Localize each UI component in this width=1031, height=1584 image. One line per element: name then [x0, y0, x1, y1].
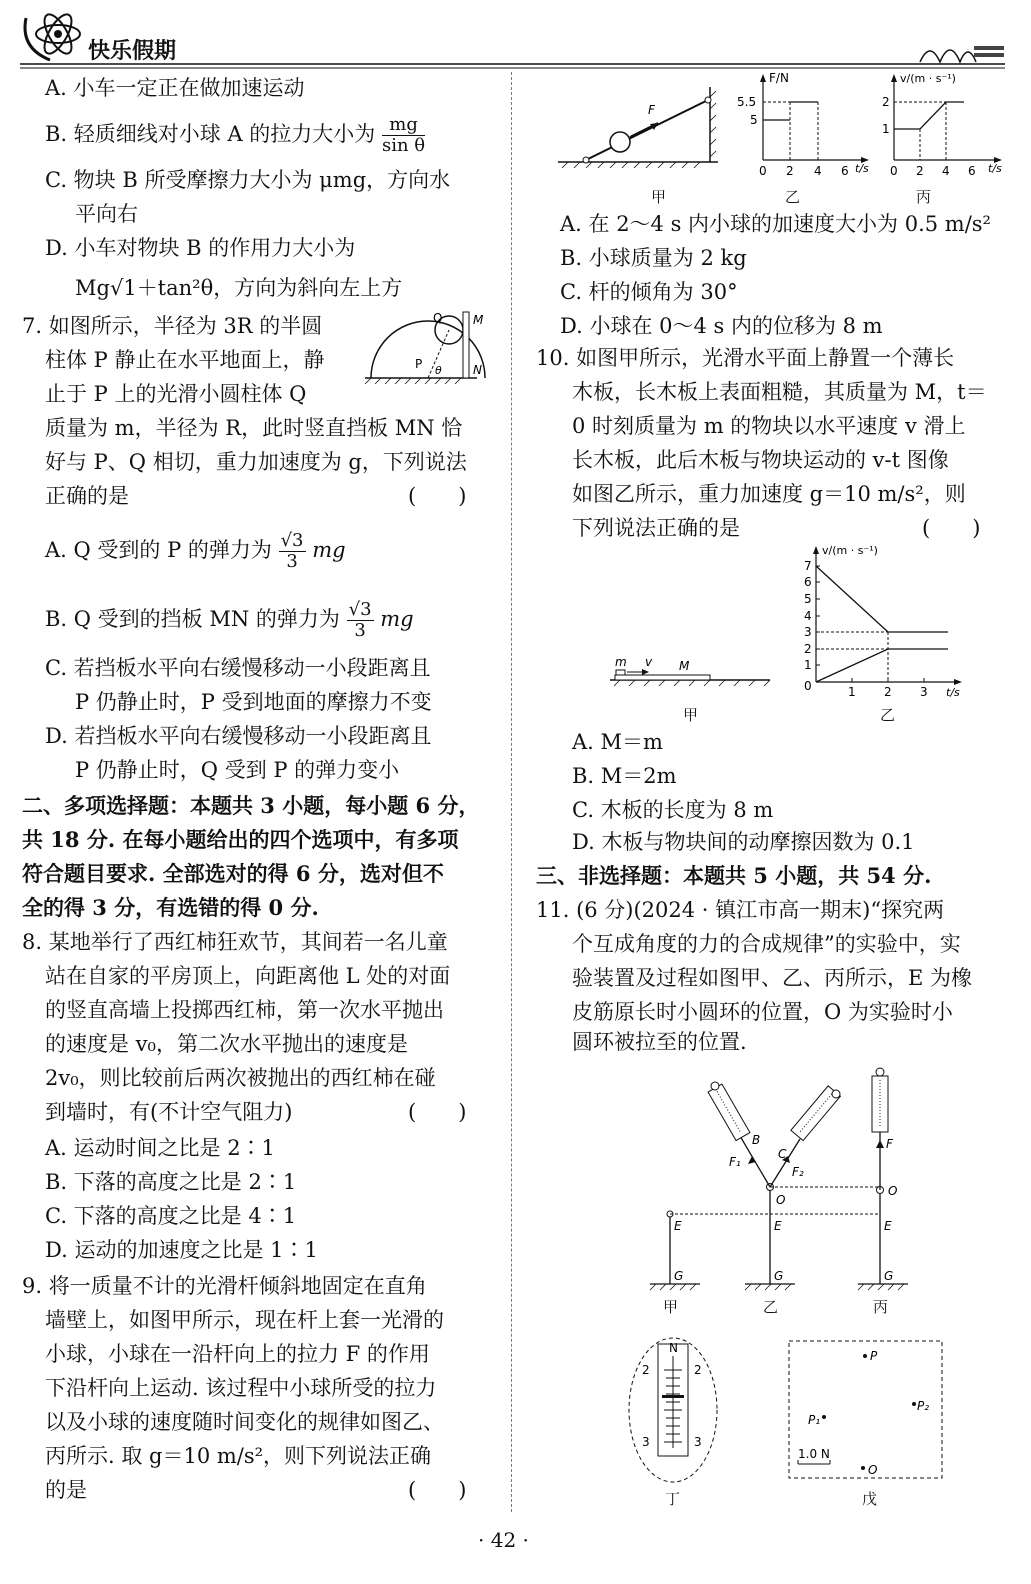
- q7-option-a-unit: mg: [312, 538, 346, 562]
- q6-option-c-line2: 平向右: [75, 202, 138, 226]
- q9-chart-force: [735, 72, 875, 177]
- ytick-label: 4: [804, 609, 812, 623]
- q10-option-d: D. 木板与物块间的动摩擦因数为 0.1: [572, 830, 915, 854]
- q9-answer-paren: ( ): [408, 1478, 467, 1502]
- q9-option-d: D. 小球在 0～4 s 内的位移为 8 m: [560, 314, 883, 338]
- q11-label-g: G: [774, 1269, 784, 1283]
- q7-option-c-line2: P 仍静止时，P 受到地面的摩擦力不变: [75, 690, 432, 714]
- q9-chart-velocity-xlabel: t/s: [988, 162, 1002, 175]
- q7-stem-line2: 柱体 P 静止在水平地面上，静: [45, 348, 325, 372]
- q8-stem-line2: 站在自家的平房顶上，向距离他 L 处的对面: [45, 964, 451, 988]
- ytick-label: 3: [804, 625, 812, 639]
- q9-chart-velocity-ylabel: v/(m · s⁻¹): [900, 72, 956, 85]
- q11-stem-line5: 圆环被拉至的位置.: [572, 1030, 747, 1054]
- q10-answer-paren: ( ): [922, 516, 981, 540]
- section3-heading: 三、非选择题：本题共 5 小题，共 54 分.: [536, 863, 932, 888]
- atom-logo-icon: [20, 8, 90, 64]
- q11-scale-tick: 3: [642, 1435, 650, 1449]
- ytick-label: 6: [804, 575, 812, 589]
- q8-stem-line1: 8. 某地举行了西红柿狂欢节，其间若一名儿童: [22, 930, 448, 954]
- ytick-label: 5: [750, 113, 758, 127]
- q11-scale-label: 1.0 N: [798, 1447, 830, 1461]
- q10-stem-line6: 下列说法正确的是: [572, 516, 740, 540]
- q7-option-d-line1: D. 若挡板水平向右缓慢移动一小段距离且: [45, 724, 432, 748]
- q11-scale-tick: 3: [694, 1435, 702, 1449]
- q6-option-b: [45, 110, 425, 158]
- xtick-label: 6: [968, 164, 976, 178]
- xtick-label: 6: [841, 164, 849, 178]
- q7-option-b: [45, 595, 414, 643]
- q7-option-a: [45, 526, 346, 574]
- ytick-label: 0: [804, 679, 812, 693]
- q11-label-g: G: [674, 1269, 684, 1283]
- ytick-label: 2: [804, 642, 812, 656]
- q9-stem-line6: 丙所示. 取 g＝10 m/s²，则下列说法正确: [45, 1444, 432, 1468]
- q6-option-d-line2: Mg√1＋tan²θ，方向为斜向左上方: [75, 276, 403, 300]
- numerator: √3: [280, 530, 304, 551]
- q8-option-b: B. 下落的高度之比是 2∶1: [45, 1170, 297, 1194]
- q9-option-c: C. 杆的倾角为 30°: [560, 280, 738, 304]
- q9-caption-jia: 甲: [651, 188, 667, 206]
- q6-option-b-text: B. 轻质细线对小球 A 的拉力大小为: [45, 122, 376, 146]
- q11-label-e: E: [674, 1219, 682, 1233]
- q8-stem-line4: 的速度是 v₀，第二次水平抛出的速度是: [45, 1032, 408, 1056]
- q10-option-a: A. M＝m: [572, 730, 663, 754]
- q10-stem-line5: 如图乙所示，重力加速度 g＝10 m/s²，则: [572, 482, 966, 506]
- q8-stem-line6: 到墙时，有(不计空气阻力): [45, 1100, 293, 1124]
- q10-label-m: m: [615, 655, 627, 669]
- ytick-label: 2: [882, 95, 890, 109]
- q11-caption-bing: 丙: [873, 1298, 889, 1316]
- q11-label-g: G: [884, 1269, 894, 1283]
- q6-option-a: A. 小车一定正在做加速运动: [45, 76, 305, 100]
- q10-caption-jia: 甲: [683, 706, 699, 724]
- fraction: [382, 115, 425, 156]
- q10-chart-xlabel: t/s: [946, 686, 960, 699]
- q11-caption-yi: 乙: [763, 1298, 779, 1316]
- q10-stem-line4: 长木板，此后木板与物块运动的 v-t 图像: [572, 448, 949, 472]
- xtick-label: 2: [786, 164, 794, 178]
- q7-label-q: Q: [433, 311, 443, 325]
- q11-label-e: E: [884, 1219, 892, 1233]
- fraction: [279, 531, 306, 572]
- q6-option-c-line1: C. 物块 B 所受摩擦力大小为 μmg，方向水: [45, 168, 451, 192]
- q9-stem-line3: 小球，小球在一沿杆向上的拉力 F 的作用: [45, 1342, 430, 1366]
- q10-stem-line2: 木板，长木板上表面粗糙，其质量为 M，t＝: [572, 380, 987, 404]
- q11-experiment-figure: [640, 1064, 920, 1324]
- q9-stem-line5: 以及小球的速度随时间变化的规律如图乙、: [45, 1410, 444, 1434]
- q7-label-theta: θ: [435, 364, 442, 377]
- q11-label-b: B: [752, 1133, 761, 1147]
- q11-caption-ding: 丁: [665, 1490, 681, 1508]
- q11-caption-wu: 戊: [862, 1490, 878, 1508]
- q11-label-f: F: [886, 1137, 893, 1151]
- q9-stem-line7: 的是: [45, 1478, 87, 1502]
- q9-chart-force-ylabel: F/N: [769, 71, 789, 85]
- q9-figure-jia: [558, 82, 728, 172]
- q10-stem-line3: 0 时刻质量为 m 的物块以水平速度 v 滑上: [572, 414, 966, 438]
- q11-caption-jia: 甲: [663, 1298, 679, 1316]
- q10-vt-chart: [798, 542, 973, 702]
- q9-stem-line2: 墙壁上，如图甲所示，现在杆上套一光滑的: [45, 1308, 444, 1332]
- xtick-label: 0: [890, 164, 898, 178]
- ytick-label: 1: [882, 122, 890, 136]
- ytick-label: 1: [804, 658, 812, 672]
- xtick-label: 3: [920, 685, 928, 699]
- q7-option-a-text: A. Q 受到的 P 的弹力为: [45, 538, 272, 562]
- q9-caption-bing: 丙: [916, 188, 932, 206]
- fraction: [347, 600, 374, 641]
- flower-decoration-icon: [910, 36, 1005, 64]
- numerator: mg: [382, 115, 425, 136]
- xtick-label: 4: [942, 164, 950, 178]
- section2-line3: 符合题目要求. 全部选对的得 6 分，选对但不: [22, 861, 444, 886]
- q7-stem-line1: 7. 如图所示，半径为 3R 的半圆: [22, 314, 323, 338]
- ytick-label: 7: [804, 559, 812, 573]
- denominator: 3: [286, 551, 298, 572]
- q11-label-p: P: [870, 1349, 878, 1363]
- xtick-label: 1: [848, 685, 856, 699]
- q7-stem-line4: 质量为 m，半径为 R，此时竖直挡板 MN 恰: [45, 416, 463, 440]
- q10-caption-yi: 乙: [880, 706, 896, 724]
- section2-line4: 全的得 3 分，有选错的得 0 分.: [22, 895, 319, 920]
- q9-chart-velocity: [870, 72, 1010, 177]
- xtick-label: 0: [759, 164, 767, 178]
- q11-force-diagram: [788, 1340, 944, 1480]
- q9-label-f: F: [648, 103, 655, 117]
- section2-line2: 共 18 分. 在每小题给出的四个选项中，有多项: [22, 827, 459, 852]
- q7-answer-paren: ( ): [408, 484, 467, 508]
- q11-label-f1: F₁: [729, 1155, 741, 1169]
- xtick-label: 2: [884, 685, 892, 699]
- q11-spring-scale-reading: [626, 1336, 722, 1484]
- q11-label-o: O: [888, 1184, 898, 1198]
- column-divider: [511, 72, 512, 1512]
- q10-option-c: C. 木板的长度为 8 m: [572, 798, 774, 822]
- q11-stem-line1: 11. (6 分)(2024 · 镇江市高一期末)“探究两: [536, 898, 945, 922]
- q10-chart-ylabel: v/(m · s⁻¹): [822, 544, 878, 557]
- q11-stem-line2: 个互成角度的力的合成规律”的实验中，实: [572, 932, 961, 956]
- ytick-label: 5.5: [737, 95, 757, 109]
- xtick-label: 4: [814, 164, 822, 178]
- q8-option-d: D. 运动的加速度之比是 1∶1: [45, 1238, 318, 1262]
- q8-stem-line3: 的竖直高墙上投掷西红柿，第一次水平抛出: [45, 998, 444, 1022]
- section2-line1: 二、多项选择题：本题共 3 小题，每小题 6 分，: [22, 793, 480, 818]
- q9-stem-line4: 下沿杆向上运动. 该过程中小球所受的拉力: [45, 1376, 437, 1400]
- q7-label-m: M: [473, 313, 484, 327]
- denominator: 3: [354, 620, 366, 641]
- q7-option-c-line1: C. 若挡板水平向右缓慢移动一小段距离且: [45, 656, 431, 680]
- header-title: 快乐假期: [88, 39, 177, 64]
- q7-stem-line6: 正确的是: [45, 484, 129, 508]
- q7-figure: [365, 306, 495, 386]
- q10-label-v: v: [645, 655, 653, 669]
- q9-caption-yi: 乙: [785, 188, 801, 206]
- q7-label-n: N: [473, 363, 482, 377]
- q7-option-b-text: B. Q 受到的挡板 MN 的弹力为: [45, 607, 340, 631]
- q6-option-d-line1: D. 小车对物块 B 的作用力大小为: [45, 236, 356, 260]
- q7-stem-line3: 止于 P 上的光滑小圆柱体 Q: [45, 382, 307, 406]
- ytick-label: 5: [804, 592, 812, 606]
- q10-option-b: B. M＝2m: [572, 764, 677, 788]
- q11-stem-line3: 验装置及过程如图甲、乙、丙所示，E 为橡: [572, 966, 973, 990]
- q10-label-big-m: M: [679, 659, 690, 673]
- q9-option-b: B. 小球质量为 2 kg: [560, 246, 747, 270]
- q11-scale-n-label: N: [669, 1341, 678, 1355]
- q9-chart-force-xlabel: t/s: [855, 162, 869, 175]
- numerator: √3: [348, 599, 372, 620]
- q11-label-p2: P₂: [917, 1399, 930, 1413]
- q8-option-c: C. 下落的高度之比是 4∶1: [45, 1204, 297, 1228]
- q9-option-a: A. 在 2～4 s 内小球的加速度大小为 0.5 m/s²: [560, 212, 991, 236]
- q7-stem-line5: 好与 P、Q 相切，重力加速度为 g，下列说法: [45, 450, 467, 474]
- q11-scale-tick: 2: [694, 1363, 702, 1377]
- q8-stem-line5: 2v₀，则比较前后两次被抛出的西红柿在碰: [45, 1066, 436, 1090]
- page-number: · 42 ·: [478, 1528, 529, 1552]
- q11-stem-line4: 皮筋原长时小圆环的位置，O 为实验时小: [572, 1000, 953, 1024]
- q7-label-p: P: [415, 357, 423, 371]
- header-line: [20, 62, 1010, 70]
- q9-stem-line1: 9. 将一质量不计的光滑杆倾斜地固定在直角: [22, 1274, 427, 1298]
- q11-label-o: O: [868, 1463, 878, 1477]
- denominator: sin θ: [382, 135, 426, 156]
- q8-option-a: A. 运动时间之比是 2∶1: [45, 1136, 275, 1160]
- q11-label-e: E: [774, 1219, 782, 1233]
- q7-option-d-line2: P 仍静止时，Q 受到 P 的弹力变小: [75, 758, 400, 782]
- q8-answer-paren: ( ): [408, 1100, 467, 1124]
- q7-option-b-unit: mg: [380, 607, 414, 631]
- xtick-label: 2: [916, 164, 924, 178]
- q10-figure-jia: [605, 652, 775, 692]
- q11-label-o: O: [776, 1193, 786, 1207]
- q11-label-c: C: [778, 1147, 787, 1161]
- q11-label-p1: P₁: [808, 1413, 821, 1427]
- q11-scale-tick: 2: [642, 1363, 650, 1377]
- q10-stem-line1: 10. 如图甲所示，光滑水平面上静置一个薄长: [536, 346, 955, 370]
- q11-label-f2: F₂: [792, 1165, 804, 1179]
